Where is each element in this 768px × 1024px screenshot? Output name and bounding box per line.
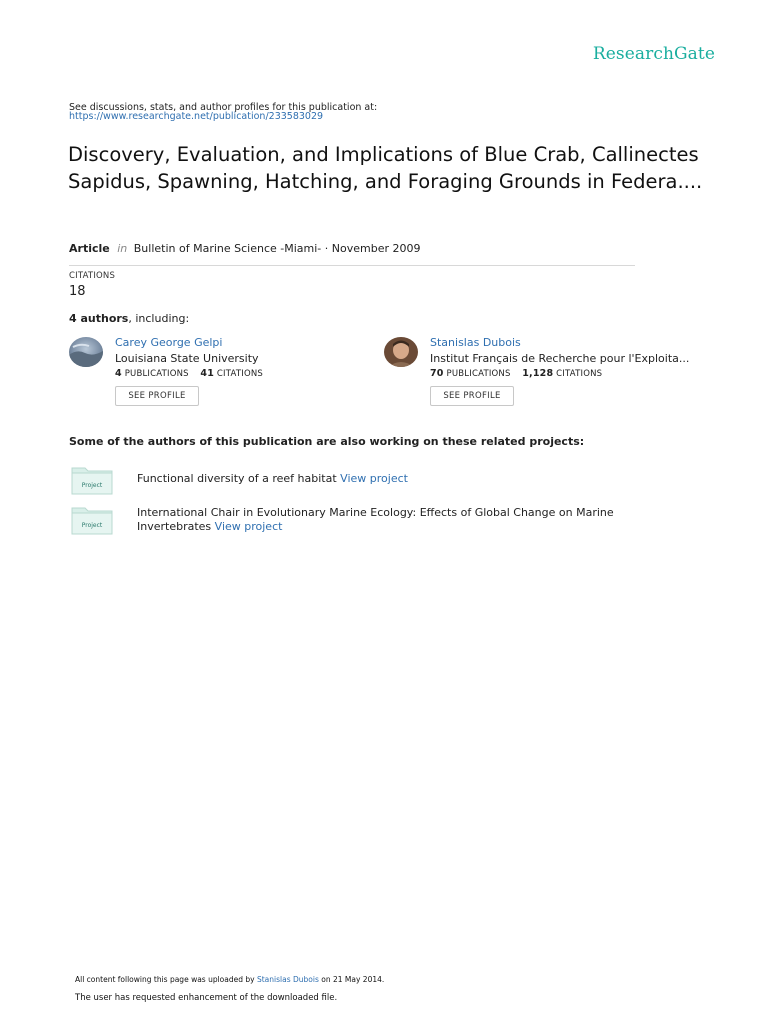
project-text	[137, 472, 657, 486]
publications-label: PUBLICATIONS	[124, 369, 189, 379]
view-project-link[interactable]: View project	[340, 472, 408, 485]
author-citations-count: 1,128	[522, 368, 554, 379]
project-icon-label: Project	[81, 522, 103, 529]
author-card-1	[69, 336, 389, 408]
upload-notice	[75, 975, 384, 984]
author-photo-icon	[384, 337, 418, 367]
see-profile-button[interactable]: SEE PROFILE	[430, 386, 514, 406]
publications-count: 70	[430, 368, 444, 379]
author-citations-label: CITATIONS	[216, 369, 263, 379]
upload-date: on 21 May 2014.	[321, 975, 385, 984]
project-folder-icon	[71, 505, 113, 535]
view-project-link[interactable]: View project	[214, 519, 283, 533]
author-name[interactable]: Stanislas Dubois	[430, 336, 521, 349]
divider	[69, 265, 635, 266]
author-stats	[430, 368, 602, 379]
enhancement-notice: The user has requested enhancement of the downloaded file.	[75, 993, 338, 1003]
avatar[interactable]	[69, 337, 103, 367]
in-label: in	[117, 242, 128, 255]
author-institution: Louisiana State University	[115, 352, 259, 365]
publication-meta	[69, 242, 420, 255]
authors-summary	[69, 312, 189, 325]
authors-count: 4 authors	[69, 312, 129, 325]
publications-label: PUBLICATIONS	[446, 369, 511, 379]
project-title: International Chair in Evolutionary Marine Ecology: Effects of Global Change on Marine Invertebrates	[137, 506, 614, 533]
see-discussions-text: See discussions, stats, and author profiles for this publication at:	[69, 102, 378, 113]
related-projects-heading: Some of the authors of this publication are also working on these related projects:	[69, 435, 585, 448]
author-citations-count: 41	[200, 368, 215, 379]
journal-info: Bulletin of Marine Science -Miami- · November 2009	[133, 242, 421, 255]
author-card-2	[384, 336, 704, 408]
project-item-2	[71, 505, 711, 545]
uploader-link[interactable]: Stanislas Dubois	[256, 975, 319, 984]
project-folder-icon	[71, 465, 113, 495]
citations-label: CITATIONS	[69, 271, 116, 281]
publication-type: Article	[69, 242, 110, 255]
publication-url-link[interactable]: https://www.researchgate.net/publication/233583029	[69, 111, 324, 122]
researchgate-logo[interactable]: ResearchGate	[592, 44, 715, 64]
project-text	[137, 506, 657, 533]
authors-suffix: , including:	[128, 312, 190, 325]
author-citations-label: CITATIONS	[556, 369, 603, 379]
publications-count: 4	[115, 368, 122, 379]
upload-prefix: All content following this page was uploaded by	[75, 975, 255, 984]
author-name[interactable]: Carey George Gelpi	[115, 336, 223, 349]
author-stats	[115, 368, 263, 379]
project-title: Functional diversity of a reef habitat	[137, 472, 337, 485]
project-icon-label: Project	[81, 482, 103, 489]
author-institution: Institut Français de Recherche pour l'Exploita...	[430, 352, 690, 365]
project-item-1	[71, 465, 711, 505]
citations-count: 18	[69, 284, 86, 299]
publication-title: Discovery, Evaluation, and Implications of Blue Crab, Callinectes Sapidus, Spawning, Hatching, and Foraging Grounds in Federa....	[68, 143, 703, 193]
see-profile-button[interactable]: SEE PROFILE	[115, 386, 199, 406]
avatar[interactable]	[384, 337, 418, 367]
author-photo-icon	[69, 337, 103, 367]
